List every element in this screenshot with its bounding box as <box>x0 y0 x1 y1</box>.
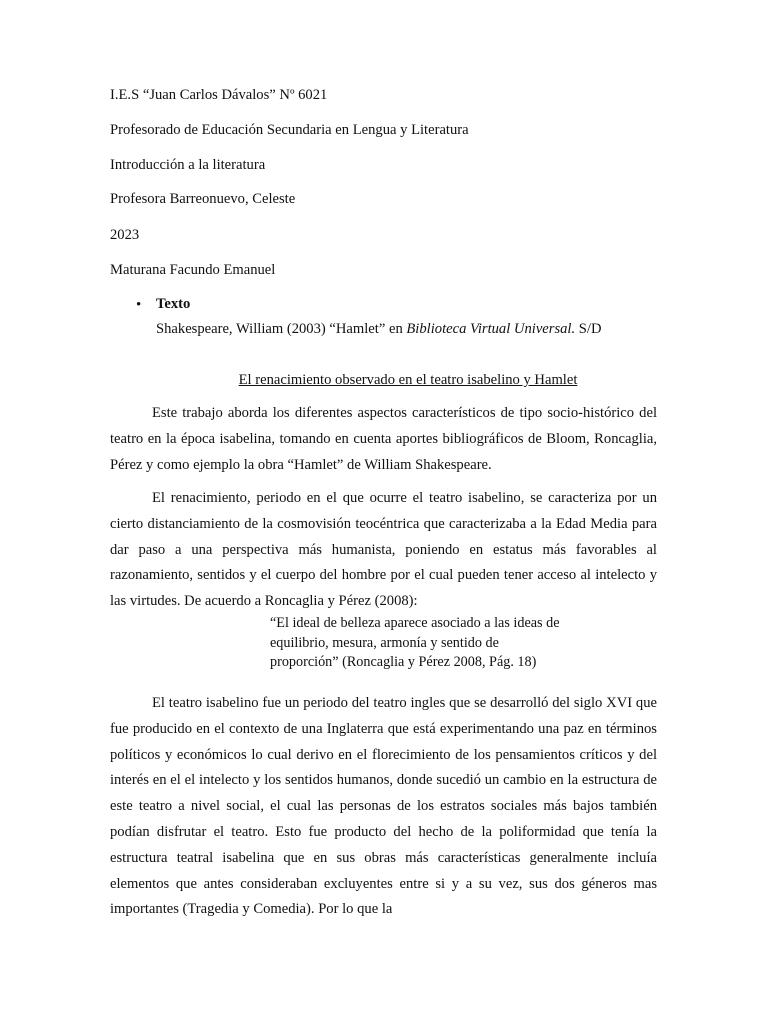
paragraph-elizabethan-theatre: El teatro isabelino fue un periodo del teatro ingles que se desarrolló del siglo XVI que fue producido en el contexto de una Inglaterra que está experimentando una paz en términos políticos y económicos lo cual derivo en el florecimiento de los pensamientos críticos y del interés en el el intelecto y los sentidos humanos, donde sucedió un cambio en la estructura de este teatro a nivel social, el cual las personas de los estratos sociales más bajos también podían disfrutar el teatro. Esto fue producto del hecho de la poliformidad que tenía la estructura teatral isabelina que en sus obras más características generalmente incluía elementos que antes consideraban excluyentes entre si y a su vez, sus dos géneros mas importantes (Tragedia y Comedia). Por lo que la <box>110 695 657 918</box>
paragraph-renaissance: El renacimiento, periodo en el que ocurre el teatro isabelino, se caracteriza por un cierto distanciamiento de la cosmovisión teocéntrica que caracterizaba a la Edad Media para dar paso a una perspectiva más humanista, poniendo en estatus más favorables al razonamiento, sentidos y el cuerpo del hombre por el cual pueden tener acceso al intelecto y las virtudes. De acuerdo a Roncaglia y Pérez (2008): <box>110 490 657 610</box>
block-quote: “El ideal de belleza aparece asociado a las ideas de equilibrio, mesura, armonía y sentido de proporción” (Roncaglia y Pérez 2008, Pág. 18) <box>270 615 560 670</box>
program-line: Profesorado de Educación Secundaria en Lengua y Literatura <box>110 122 469 138</box>
teacher-line: Profesora Barreonuevo, Celeste <box>110 191 296 207</box>
reference-suffix: S/D <box>575 321 602 337</box>
section-title: El renacimiento observado en el teatro isabelino y Hamlet <box>238 372 578 388</box>
year-line: 2023 <box>110 227 140 243</box>
bullet-label: Texto <box>156 296 191 312</box>
bullet-dot-icon: • <box>136 297 142 313</box>
course-line: Introducción a la literatura <box>110 157 266 173</box>
bibliographic-reference <box>156 320 602 338</box>
paragraph-intro: Este trabajo aborda los diferentes aspectos característicos de tipo socio-histórico del teatro en la época isabelina, tomando en cuenta aportes bibliográficos de Bloom, Roncaglia, Pérez y como ejemplo la obra “Hamlet” de William Shakespeare. <box>110 405 657 473</box>
reference-prefix: Shakespeare, William (2003) “Hamlet” en <box>156 321 407 337</box>
reference-italic: Biblioteca Virtual Universal. <box>406 321 576 337</box>
institution-line: I.E.S “Juan Carlos Dávalos” Nº 6021 <box>110 87 328 103</box>
student-line: Maturana Facundo Emanuel <box>110 262 276 278</box>
